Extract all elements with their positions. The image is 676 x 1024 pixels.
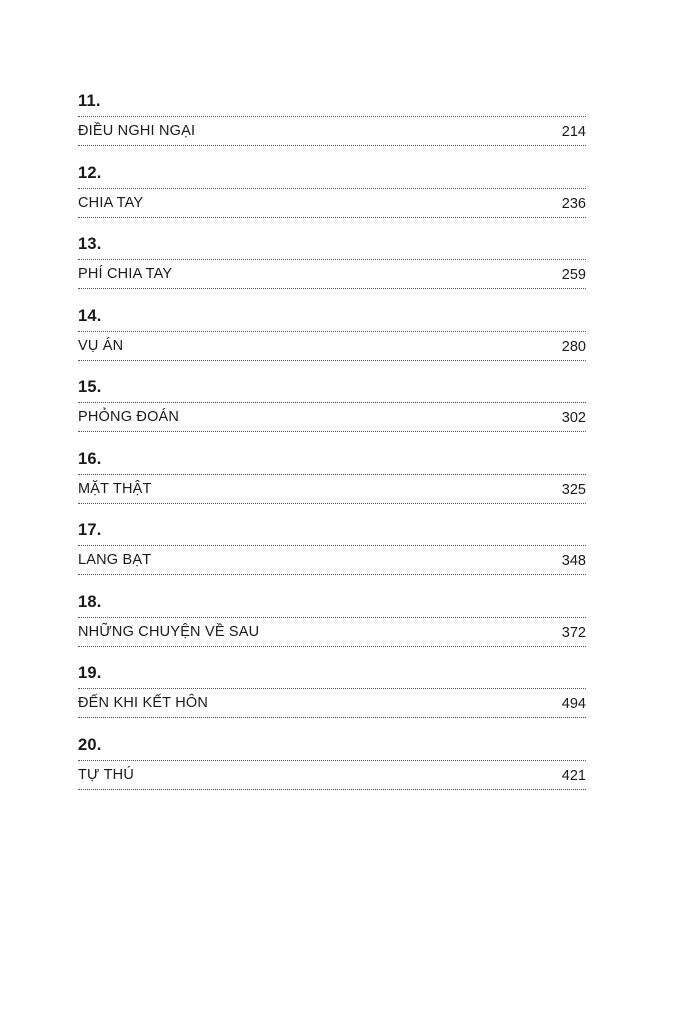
page-number: 302 <box>561 410 586 426</box>
dotted-divider <box>78 259 586 260</box>
toc-entry <box>78 589 586 661</box>
dotted-divider <box>78 503 586 504</box>
page-number: 280 <box>561 338 586 355</box>
table-of-contents <box>78 88 586 803</box>
chapter-title: CHIA TAY <box>78 194 144 211</box>
dotted-divider <box>78 574 586 575</box>
chapter-number: 16. <box>78 449 102 468</box>
toc-entry <box>78 660 586 732</box>
page-number: 325 <box>561 481 586 498</box>
dotted-divider <box>78 545 586 546</box>
chapter-title: VỤ ÁN <box>78 337 124 354</box>
dotted-divider <box>78 145 586 146</box>
dotted-divider <box>78 116 586 117</box>
toc-entry <box>78 374 586 446</box>
chapter-number: 19. <box>78 664 102 682</box>
chapter-number: 17. <box>78 521 102 539</box>
dotted-divider <box>78 789 586 790</box>
dotted-divider <box>78 331 586 332</box>
toc-entry <box>78 88 586 160</box>
page-number: 421 <box>561 767 586 784</box>
chapter-title: ĐẾN KHI KẾT HÔN <box>78 695 209 711</box>
toc-entry <box>78 517 586 589</box>
toc-entry <box>78 303 586 375</box>
toc-entry <box>78 231 586 303</box>
chapter-title: TỰ THÚ <box>78 766 135 783</box>
chapter-number: 13. <box>78 235 102 253</box>
dotted-divider <box>78 617 586 618</box>
chapter-number: 18. <box>78 592 102 611</box>
chapter-title: MẶT THẬT <box>78 480 152 497</box>
page-number: 494 <box>561 696 586 712</box>
dotted-divider <box>78 288 586 289</box>
dotted-divider <box>78 717 586 718</box>
chapter-number: 15. <box>78 378 102 396</box>
dotted-divider <box>78 188 586 189</box>
chapter-title: ĐIỀU NGHI NGẠI <box>78 123 196 139</box>
chapter-number: 12. <box>78 163 102 182</box>
page-number: 236 <box>561 195 586 212</box>
chapter-number: 20. <box>78 735 102 754</box>
page-number: 214 <box>561 124 586 140</box>
dotted-divider <box>78 217 586 218</box>
dotted-divider <box>78 431 586 432</box>
toc-entry <box>78 732 586 804</box>
dotted-divider <box>78 646 586 647</box>
chapter-title: LANG BẠT <box>78 552 152 568</box>
page-number: 372 <box>561 624 586 641</box>
page-number: 348 <box>561 553 586 569</box>
chapter-title: NHỮNG CHUYỆN VỀ SAU <box>78 623 260 640</box>
dotted-divider <box>78 760 586 761</box>
toc-entry <box>78 160 586 232</box>
dotted-divider <box>78 474 586 475</box>
chapter-number: 11. <box>78 92 101 110</box>
toc-entry <box>78 446 586 518</box>
page-number: 259 <box>561 267 586 283</box>
dotted-divider <box>78 688 586 689</box>
dotted-divider <box>78 360 586 361</box>
dotted-divider <box>78 402 586 403</box>
chapter-title: PHÍ CHIA TAY <box>78 266 173 282</box>
chapter-title: PHỎNG ĐOÁN <box>78 409 180 425</box>
chapter-number: 14. <box>78 306 102 325</box>
